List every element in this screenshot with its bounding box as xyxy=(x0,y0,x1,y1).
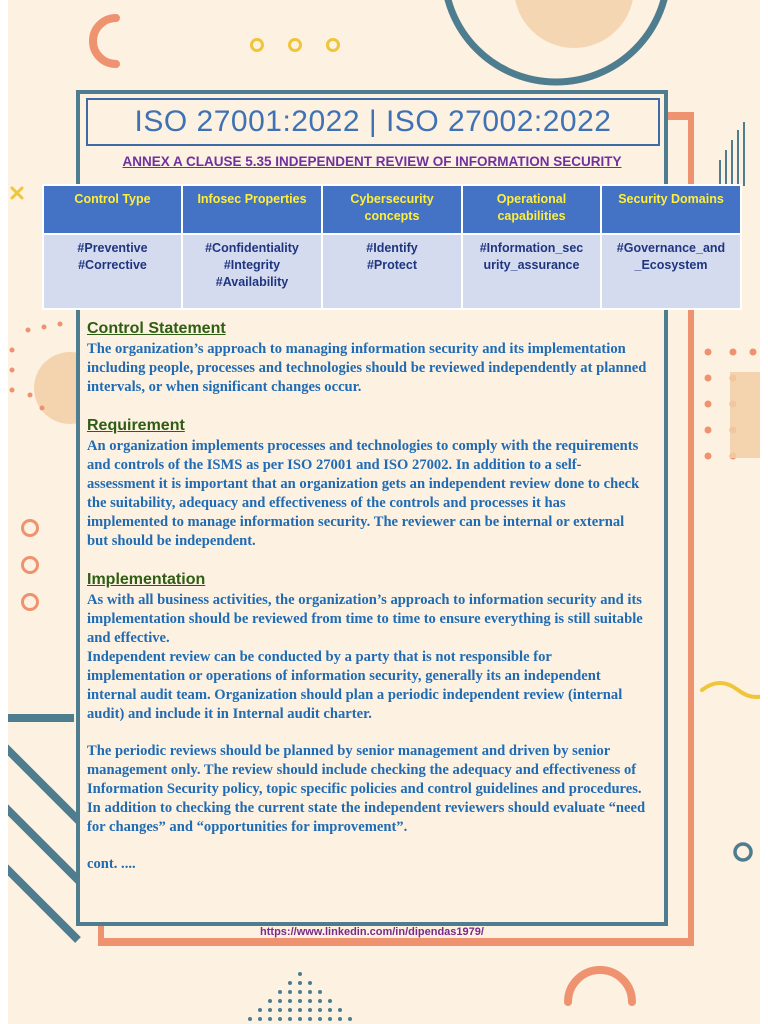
main-content xyxy=(87,318,647,874)
cell-operational-capabilities xyxy=(462,234,601,309)
header-infosec-properties: Infosec Properties xyxy=(182,185,322,234)
salmon-arc-bottom xyxy=(568,970,632,1002)
cell-cybersecurity-concepts xyxy=(322,234,462,309)
cell-line: urity_assurance xyxy=(483,258,580,272)
yellow-x xyxy=(12,188,22,198)
cell-line: _Ecosystem xyxy=(634,258,708,272)
cell-line: #Governance_and xyxy=(616,241,726,255)
bars-top-right xyxy=(720,122,744,186)
speckle-circle-top xyxy=(514,0,634,48)
cell-control-type xyxy=(43,234,182,309)
implementation-heading: Implementation xyxy=(87,571,206,588)
yellow-wave xyxy=(702,683,760,697)
header-security-domains: Security Domains xyxy=(601,185,741,234)
requirement-heading: Requirement xyxy=(87,417,185,434)
cell-security-domains xyxy=(601,234,741,309)
control-statement-text: The organization’s approach to managing information security and its implementation including people, processes and technologies should be reviewed independently at planned intervals, or when significant changes occur. xyxy=(87,341,647,395)
salmon-rings-left xyxy=(23,521,38,610)
cell-infosec-properties xyxy=(182,234,322,309)
table-row xyxy=(43,234,741,309)
annex-heading: ANNEX A CLAUSE 5.35 INDEPENDENT REVIEW OF INFORMATION SECURITY xyxy=(122,154,622,169)
teal-ring-right xyxy=(735,844,751,860)
page-title: ISO 27001:2022 | ISO 27002:2022 xyxy=(86,98,660,146)
linkedin-link[interactable]: https://www.linkedin.com/in/dipendas1979/ xyxy=(260,926,484,938)
implementation-paragraph-1: As with all business activities, the organization’s approach to information security and its implementation should be reviewed from time to time to ensure everything is still suitable and effective. xyxy=(87,592,643,646)
requirement-text: An organization implements processes and technologies to comply with the requirements and controls of the ISMS as per ISO 27001 and ISO 27002. In addition to a self-assessment it is important that an organization gets an independent review done to check the suitability, adequacy and effectiveness of the controls and processes it has implemented to manage information security. The reviewer can be internal or external but should be independent. xyxy=(87,438,640,549)
control-statement-heading: Control Statement xyxy=(87,320,226,337)
cell-line: #Availability xyxy=(215,275,289,289)
cell-line: #Integrity xyxy=(223,258,281,272)
continued-note: cont. .... xyxy=(87,856,136,872)
cell-line: #Preventive xyxy=(77,241,148,255)
dots-bottom-triangle xyxy=(248,972,352,1021)
header-control-type: Control Type xyxy=(43,185,182,234)
cell-line: #Corrective xyxy=(78,258,147,272)
cell-line: #Protect xyxy=(366,258,418,272)
attributes-table xyxy=(42,184,742,310)
header-operational-capabilities: Operational capabilities xyxy=(462,185,601,234)
cell-line: #Identify xyxy=(366,241,418,255)
implementation-paragraph-3: The periodic reviews should be planned by senior management and driven by senior management only. The review should include checking the adequacy and effectiveness of Information Security policy, topic specific policies and control guidelines and procedures. In addition to checking the current state the independent reviewers should evaluate “need for changes” and “opportunities for improvement”. xyxy=(87,743,646,835)
salmon-arc-top-left xyxy=(93,18,116,64)
header-cybersecurity-concepts: Cybersecurity concepts xyxy=(322,185,462,234)
speckle-block-right xyxy=(730,372,760,458)
table-header-row xyxy=(43,185,741,234)
cell-line: #Information_sec xyxy=(479,241,584,255)
implementation-paragraph-2: Independent review can be conducted by a party that is not responsible for implementation or operations of information security, generally its an independent internal audit team. Organization should plan a periodic independent review (internal audit) and include it in Internal audit charter. xyxy=(87,649,623,722)
cell-line: #Confidentiality xyxy=(205,241,299,255)
